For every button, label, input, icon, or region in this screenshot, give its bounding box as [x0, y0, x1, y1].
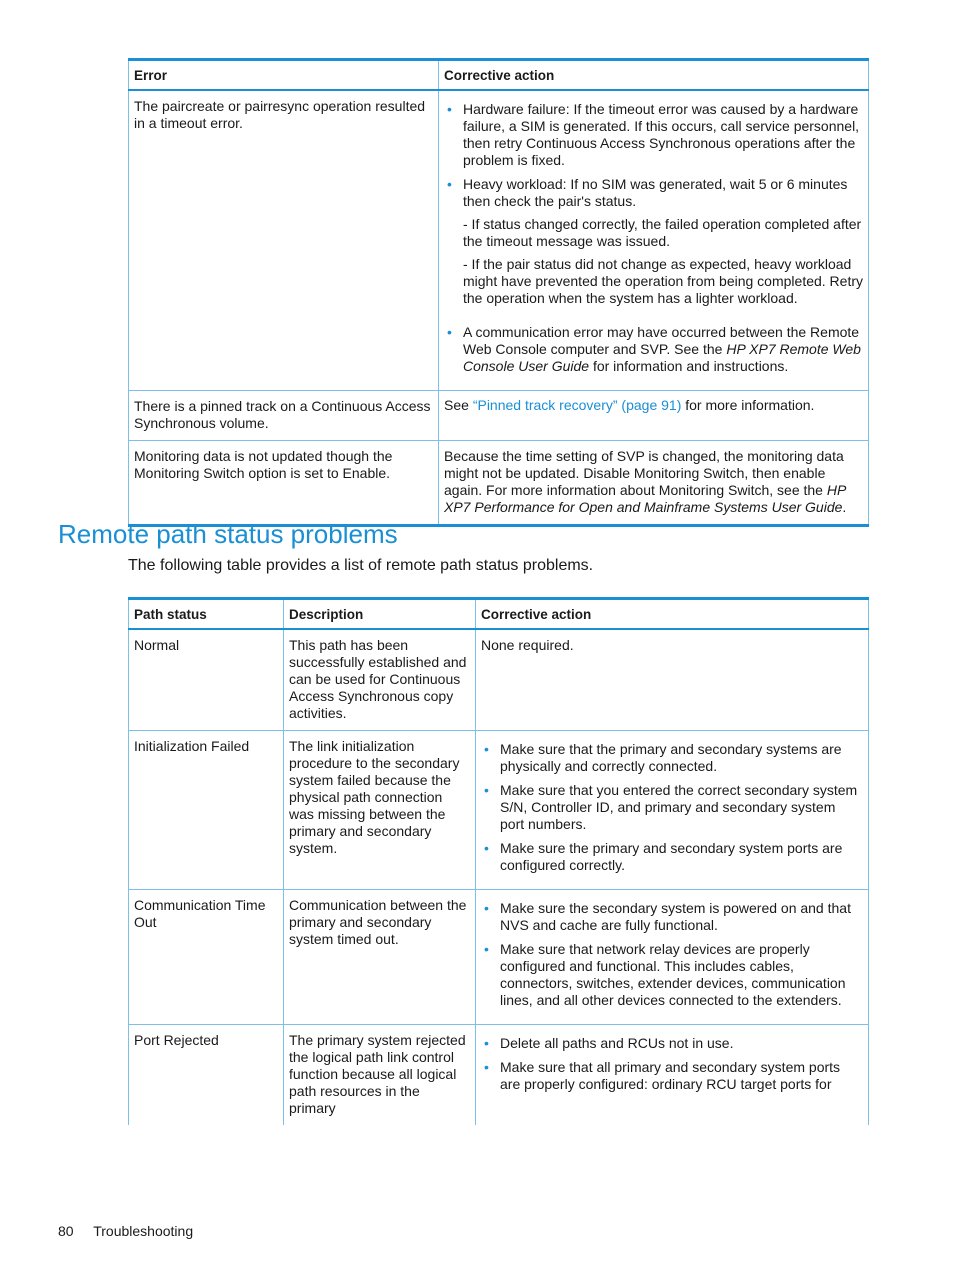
list-item: • A communication error may have occurred between the Remote Web Console computer and SVP. See the HP XP7 Remote Web Console User Guide for information and instructions.	[463, 324, 863, 375]
status-cell: Normal	[129, 629, 284, 731]
list-item: • Make sure the primary and secondary system ports are configured correctly.	[500, 840, 863, 874]
table-row	[129, 731, 869, 890]
status-cell: Port Rejected	[129, 1025, 284, 1126]
list-item: • Make sure that you entered the correct secondary system S/N, Controller ID, and primary and secondary system port numbers.	[500, 782, 863, 833]
header-path-status: Path status	[129, 599, 284, 630]
list-item: • Make sure the secondary system is powered on and that NVS and cache are fully functional.	[500, 900, 863, 934]
header-corrective-action: Corrective action	[476, 599, 869, 630]
table-row	[129, 391, 869, 441]
error-table	[128, 58, 869, 527]
footer-section-title: Troubleshooting	[93, 1223, 194, 1239]
list-item: • Make sure that the primary and secondary systems are physically and correctly connected.	[500, 741, 863, 775]
description-cell: Communication between the primary and secondary system timed out.	[284, 890, 476, 1025]
table-row	[129, 890, 869, 1025]
error-cell: The paircreate or pairresync operation resulted in a timeout error.	[129, 90, 439, 391]
action-cell	[476, 1025, 869, 1126]
list-item: • Make sure that all primary and secondary system ports are properly configured: ordinary RCU target ports for	[500, 1059, 863, 1093]
list-item: • Delete all paths and RCUs not in use.	[500, 1035, 863, 1052]
list-item: • Hardware failure: If the timeout error was caused by a hardware failure, a SIM is generated. If this occurs, call service personnel, then retry Continuous Access Synchronous operations after the problem is fixed.	[463, 101, 863, 169]
status-cell: Communication Time Out	[129, 890, 284, 1025]
list-item: • Make sure that network relay devices are properly configured and functional. This includes cables, connectors, switches, extender devices, communication lines, and all other devices connected to the extenders.	[500, 941, 863, 1009]
description-cell: This path has been successfully established and can be used for Continuous Access Synchronous copy activities.	[284, 629, 476, 731]
error-cell: There is a pinned track on a Continuous Access Synchronous volume.	[129, 391, 439, 441]
header-error: Error	[129, 60, 439, 91]
table-row	[129, 90, 869, 391]
error-cell: Monitoring data is not updated though the Monitoring Switch option is set to Enable.	[129, 441, 439, 526]
action-cell	[476, 731, 869, 890]
list-item: • Heavy workload: If no SIM was generated, wait 5 or 6 minutes then check the pair's status. - If status changed correctly, the failed operation completed after the timeout message was issued. - If the pair status did not change as expected, heavy workload might have prevented the operation from being completed. Retry the operation when the system has a lighter workload.	[463, 176, 863, 317]
action-cell: Because the time setting of SVP is changed, the monitoring data might not be updated. Disable Monitoring Switch, then enable again. For more information about Monitoring Switch, see the HP XP7 Performance for Open and Mainframe Systems User Guide.	[439, 441, 869, 526]
status-cell: Initialization Failed	[129, 731, 284, 890]
table-row	[129, 441, 869, 526]
page-number: 80	[58, 1223, 74, 1239]
sub-note: - If the pair status did not change as expected, heavy workload might have prevented the operation from being completed. Retry the operation when the system has a lighter workload.	[463, 256, 864, 306]
header-description: Description	[284, 599, 476, 630]
pinned-track-recovery-link[interactable]: “Pinned track recovery” (page 91)	[472, 397, 682, 413]
table-row	[129, 1025, 869, 1126]
section-intro: The following table provides a list of remote path status problems.	[128, 557, 594, 574]
description-cell: The primary system rejected the logical path link control function because all logical path resources in the primary	[284, 1025, 476, 1126]
action-cell: None required.	[476, 629, 869, 731]
sub-note: - If status changed correctly, the failed operation completed after the timeout message was issued.	[463, 216, 862, 249]
guide-citation: HP XP7 Remote Web Console User Guide	[463, 341, 861, 374]
description-cell: The link initialization procedure to the secondary system failed because the physical path connection was missing between the primary and secondary system.	[284, 731, 476, 890]
section-heading: Remote path status problems	[58, 519, 398, 549]
action-cell	[476, 890, 869, 1025]
guide-citation: HP XP7 Performance for Open and Mainframe Systems User Guide	[444, 482, 846, 515]
table-row	[129, 629, 869, 731]
action-cell: See “Pinned track recovery” (page 91) for more information.	[439, 391, 869, 441]
page-footer	[58, 1223, 193, 1239]
header-corrective-action: Corrective action	[439, 60, 869, 91]
action-cell	[439, 90, 869, 391]
path-status-table	[128, 597, 869, 1125]
